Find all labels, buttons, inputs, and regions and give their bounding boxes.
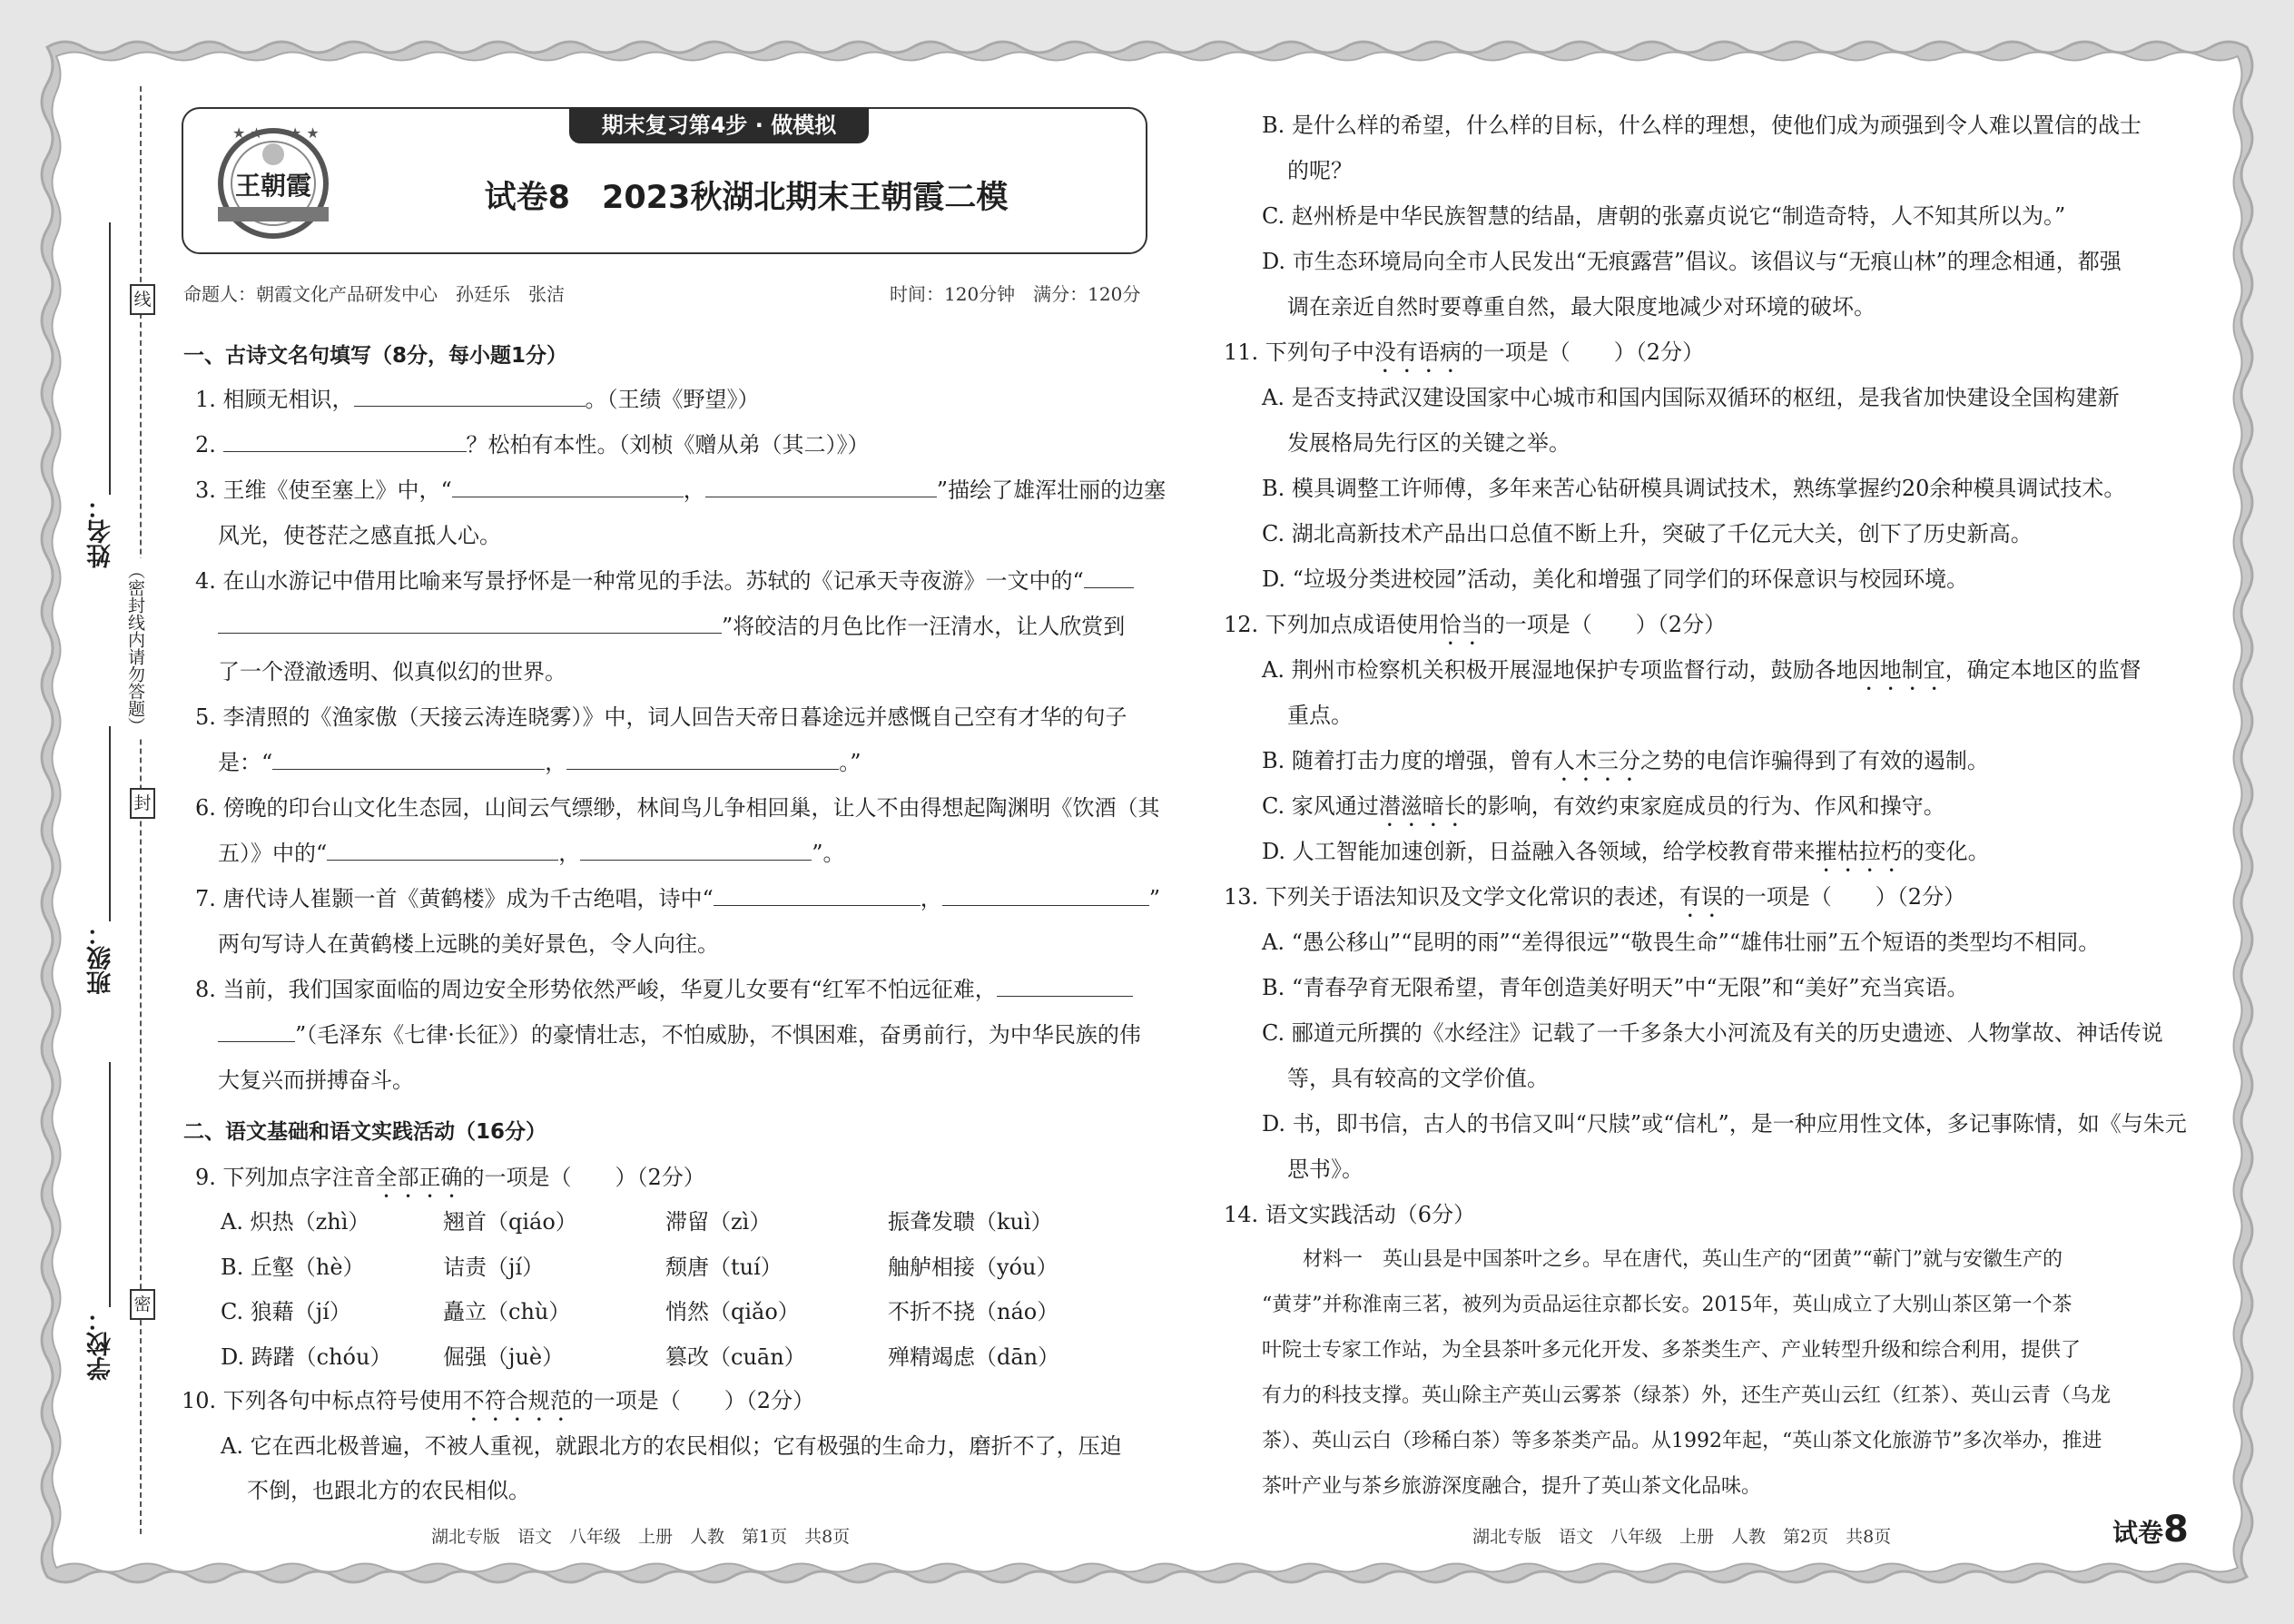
q12a-text-2: ，确定本地区的监督 bbox=[1944, 657, 2141, 683]
seal-mark-seal: 封 bbox=[130, 788, 155, 819]
q5-blank-2[interactable] bbox=[566, 747, 839, 770]
q11-option-b: B. 模具调整工许师傅，多年来苦心钻研模具调试技术，熟练掌握约20余种模具调试技术。 bbox=[1262, 476, 2126, 501]
name-label: 姓名： bbox=[87, 495, 115, 568]
material-1-line-5: 茶）、英山云白（珍稀白茶）等多茶类产品。从1992年起，“英山茶文化旅游节”多次举办，推进 bbox=[1262, 1430, 2102, 1452]
q2-blank[interactable] bbox=[223, 429, 467, 452]
question-13 bbox=[1224, 879, 1965, 922]
q4-continued bbox=[218, 608, 1125, 640]
q12b-text: B. 随着打击力度的增强，曾有 bbox=[1262, 748, 1553, 773]
q8-continued-2: 大复兴而拼搏奋斗。 bbox=[218, 1068, 414, 1093]
seal-mark-line: 线 bbox=[130, 284, 155, 315]
q12-text-2: 的一项是（ ）（2分） bbox=[1482, 612, 1727, 637]
q11-text: 11. 下列句子中 bbox=[1224, 340, 1374, 365]
q5-blank-1[interactable] bbox=[272, 747, 545, 770]
q12c-text-2: 的影响，有效约束家庭成员的行为、作风和操守。 bbox=[1465, 793, 1945, 819]
q10-option-c: C. 赵州桥是中华民族智慧的结晶，唐朝的张嘉贞说它“制造奇特，人不知其所以为。” bbox=[1262, 203, 2066, 229]
footer-right: 湖北专版 语文 八年级 上册 人教 第2页 共8页 bbox=[1472, 1527, 1892, 1547]
q9-option-d-item-2: 倔强（juè） bbox=[443, 1344, 565, 1370]
q12-option-c bbox=[1262, 788, 1945, 832]
q10-text-2: 的一项是（ ）（2分） bbox=[571, 1388, 815, 1413]
q2-text: 2. bbox=[195, 432, 223, 458]
q9-text: 9. 下列加点字注音 bbox=[195, 1165, 376, 1190]
q5-text: 是：“ bbox=[218, 750, 273, 775]
q11-option-d: D. “垃圾分类进校园”活动，美化和增强了同学们的环保意识与校园环境。 bbox=[1262, 566, 1969, 592]
q12d-text-2: 的变化。 bbox=[1902, 839, 1990, 864]
q6-blank-2[interactable] bbox=[580, 838, 812, 861]
q9-option-c-item-1: C. 狼藉（jí） bbox=[221, 1299, 351, 1324]
q1-text: 1. 相顾无相识， bbox=[195, 387, 354, 412]
q10-option-a: A. 它在西北极普遍，不被人重视，就跟北方的农民相似；它有极强的生命力，磨折不了，压迫 bbox=[221, 1433, 1122, 1459]
q12-option-a bbox=[1262, 652, 2141, 695]
q12a-idiom: 因地制宜 bbox=[1857, 657, 1945, 683]
q1-source: 。（王绩《野望》） bbox=[585, 387, 760, 412]
q9-option-b-item-4: 舳舻相接（yóu） bbox=[888, 1255, 1058, 1280]
q6-comma: ， bbox=[558, 841, 581, 866]
q4-text: 4. 在山水游记中借用比喻来写景抒怀是一种常见的手法。苏轼的《记承天寺夜游》一文中的“ bbox=[195, 568, 1084, 594]
q12a-text: A. 荆州市检察机关积极开展湿地保护专项监督行动，鼓励各地 bbox=[1262, 657, 1858, 683]
question-14: 14. 语文实践活动（6分） bbox=[1224, 1202, 1476, 1227]
question-11 bbox=[1224, 334, 1704, 378]
q12-emphasis: 恰当 bbox=[1439, 612, 1483, 637]
q3-blank-2[interactable] bbox=[705, 475, 937, 497]
brand-logo bbox=[205, 118, 341, 245]
q8-blank-1[interactable] bbox=[997, 974, 1133, 997]
seal-mark-dense: 密 bbox=[130, 1289, 155, 1320]
paper-number-value: 8 bbox=[2163, 1509, 2189, 1550]
q9-option-c-item-4: 不折不挠（náo） bbox=[888, 1299, 1059, 1324]
q4-text-2: ”将皎洁的月色比作一汪清水，让人欣赏到 bbox=[722, 614, 1126, 639]
q5-comma: ， bbox=[545, 750, 567, 775]
q6-blank-1[interactable] bbox=[327, 838, 558, 861]
class-field-line[interactable] bbox=[109, 726, 111, 921]
q3-comma: ， bbox=[683, 477, 705, 503]
svg-text:★ ★: ★ ★ bbox=[232, 124, 263, 142]
q10-text: 10. 下列各句中标点符号使用 bbox=[182, 1388, 463, 1413]
q9-option-a-item-1: A. 炽热（zhì） bbox=[221, 1209, 370, 1235]
q4-blank-1[interactable] bbox=[1084, 566, 1134, 588]
exam-header bbox=[182, 107, 1147, 254]
q5-continued bbox=[218, 744, 861, 776]
material-1-line-4: 有力的科技支撑。英山除主产英山云雾茶（绿茶）外，还生产英山云红（红茶）、英山云青（乌龙 bbox=[1262, 1384, 2112, 1407]
question-1 bbox=[195, 381, 760, 413]
time-line: 时间：120分钟 满分：120分 bbox=[890, 283, 1141, 305]
q12d-idiom: 摧枯拉朽 bbox=[1815, 839, 1903, 864]
q13-option-d: D. 书，即书信，古人的书信又叫“尺牍”或“信札”，是一种应用性文体，多记事陈情，如《与朱元 bbox=[1262, 1111, 2187, 1137]
q11-emphasis: 没有语病 bbox=[1373, 340, 1462, 365]
q5-end: 。” bbox=[839, 750, 861, 775]
q7-end: ” bbox=[1148, 886, 1161, 911]
q12-option-d bbox=[1262, 833, 1990, 877]
q9-option-d-item-1: D. 踌躇（chóu） bbox=[221, 1344, 392, 1370]
question-3 bbox=[195, 472, 1166, 504]
q10-option-a-continued: 不倒，也跟北方的农民相似。 bbox=[247, 1478, 530, 1503]
q13-text: 13. 下列关于语法知识及文学文化常识的表述， bbox=[1224, 884, 1679, 910]
q11-text-2: 的一项是（ ）（2分） bbox=[1461, 340, 1705, 365]
section-1-title: 一、古诗文名句填写（8分，每小题1分） bbox=[183, 344, 568, 368]
q4-continued-2: 了一个澄澈透明、似真似幻的世界。 bbox=[218, 659, 566, 684]
q13-option-a: A. “愚公移山”“昆明的雨”“差得很远”“敬畏生命”“雄伟壮丽”五个短语的类型均不相同。 bbox=[1262, 930, 2101, 955]
name-field-line[interactable] bbox=[109, 222, 111, 495]
q9-option-d-item-4: 殚精竭虑（dān） bbox=[888, 1344, 1060, 1370]
q12b-idiom: 人木三分 bbox=[1552, 748, 1640, 773]
q12c-text: C. 家风通过 bbox=[1262, 793, 1379, 819]
q9-option-c-item-2: 矗立（chù） bbox=[443, 1299, 571, 1324]
q9-option-c-item-3: 悄然（qiǎo） bbox=[665, 1299, 800, 1324]
q12b-text-2: 之势的电信诈骗得到了有效的遏制。 bbox=[1639, 748, 1989, 773]
q11-option-c: C. 湖北高新技术产品出口总值不断上升，突破了千亿元大关，创下了历史新高。 bbox=[1262, 521, 2033, 546]
class-label: 班级： bbox=[87, 921, 115, 995]
paper-number bbox=[2112, 1509, 2189, 1550]
q9-option-b-item-2: 诘责（jí） bbox=[443, 1255, 545, 1280]
svg-text:★ ★: ★ ★ bbox=[289, 124, 320, 142]
question-12 bbox=[1224, 606, 1726, 650]
q7-blank-2[interactable] bbox=[942, 883, 1149, 906]
q13-option-b: B. “青春孕育无限希望，青年创造美好明天”中“无限”和“美好”充当宾语。 bbox=[1262, 975, 1969, 1000]
q1-blank[interactable] bbox=[354, 384, 586, 407]
q6-text: 五）》中的“ bbox=[218, 841, 328, 866]
q12-option-a-continued: 重点。 bbox=[1287, 703, 1353, 728]
q13-option-c: C. 郦道元所撰的《水经注》记载了一千多条大小河流及有关的历史遗迹、人物掌故、神话传说 bbox=[1262, 1020, 2163, 1046]
question-7 bbox=[195, 881, 1160, 912]
step-tab: 期末复习第4步 · 做模拟 bbox=[569, 107, 869, 143]
school-label: 学校： bbox=[87, 1307, 115, 1381]
q13-option-d-continued: 思书》。 bbox=[1287, 1156, 1364, 1182]
paper-title: 试卷8 2023秋湖北期末王朝霞二模 bbox=[484, 180, 1009, 216]
seal-notice: （密封线内请勿答题） bbox=[124, 558, 146, 738]
q12d-text: D. 人工智能加速创新，日益融入各领域，给学校教育带来 bbox=[1262, 839, 1816, 864]
q10-option-b: B. 是什么样的希望，什么样的目标，什么样的理想，使他们成为顽强到令人难以置信的战士 bbox=[1262, 113, 2141, 138]
question-9 bbox=[195, 1159, 705, 1203]
q9-option-a-item-3: 滞留（zì） bbox=[665, 1209, 772, 1235]
q12c-idiom: 潜滋暗长 bbox=[1378, 793, 1466, 819]
q2-source: ？松柏有本性。（刘桢《赠从弟（其二）》） bbox=[466, 432, 870, 458]
q7-text: 7. 唐代诗人崔颢一首《黄鹤楼》成为千古绝唱，诗中“ bbox=[195, 886, 714, 911]
question-10 bbox=[182, 1383, 814, 1426]
question-2 bbox=[195, 427, 870, 458]
q6-continued bbox=[218, 835, 845, 867]
q9-emphasis: 全部正确 bbox=[375, 1165, 463, 1190]
q13-emphasis: 有误 bbox=[1679, 884, 1723, 910]
q3-continued: 风光，使苍茫之感直抵人心。 bbox=[218, 523, 501, 548]
school-field-line[interactable] bbox=[109, 1062, 111, 1307]
q9-option-a-item-2: 翘首（qiáo） bbox=[443, 1209, 577, 1235]
q8-continued bbox=[218, 1017, 1141, 1048]
q10-option-d-continued: 调在亲近自然时要尊重自然，最大限度地减少对环境的破坏。 bbox=[1287, 294, 1876, 320]
q13-text-2: 的一项是（ ）（2分） bbox=[1722, 884, 1966, 910]
q7-blank-1[interactable] bbox=[714, 883, 921, 906]
q10-option-d: D. 市生态环境局向全市人民发出“无痕露营”倡议。该倡议与“无痕山林”的理念相通，都强 bbox=[1262, 249, 2122, 274]
question-4 bbox=[195, 563, 1134, 595]
footer-left: 湖北专版 语文 八年级 上册 人教 第1页 共8页 bbox=[431, 1527, 851, 1547]
q12-text: 12. 下列加点成语使用 bbox=[1224, 612, 1440, 637]
q3-text: 3. 王维《使至塞上》中，“ bbox=[195, 477, 452, 503]
q8-blank-2[interactable] bbox=[218, 1019, 295, 1042]
material-1-line-6: 茶叶产业与茶乡旅游深度融合，提升了英山茶文化品味。 bbox=[1262, 1475, 1762, 1498]
q11-option-a-continued: 发展格局先行区的关键之举。 bbox=[1287, 430, 1570, 456]
author-line: 命题人：朝霞文化产品研发中心 孙廷乐 张洁 bbox=[183, 283, 565, 305]
material-1-line-2: “黄芽”并称淮南三茗，被列为贡品运往京都长安。2015年，英山成立了大别山茶区第一个茶 bbox=[1262, 1294, 2072, 1316]
q8-text: 8. 当前，我们国家面临的周边安全形势依然严峻，华夏儿女要有“红军不怕远征难， bbox=[195, 977, 997, 1002]
material-1-line-3: 叶院士专家工作站，为全县茶叶多元化开发、多茶类生产、产业转型升级和综合利用，提供了 bbox=[1262, 1339, 2082, 1362]
q12-option-b bbox=[1262, 743, 1989, 786]
q4-blank-2[interactable] bbox=[218, 611, 722, 634]
q9-text-2: 的一项是（ ）（2分） bbox=[462, 1165, 705, 1190]
q9-option-a-item-4: 振聋发聩（kuì） bbox=[888, 1209, 1053, 1235]
question-6: 6. 傍晚的印台山文化生态园，山间云气缥缈，林间鸟儿争相回巢，让人不由得想起陶渊明《饮酒（其 bbox=[195, 795, 1160, 821]
section-2-title: 二、语文基础和语文实践活动（16分） bbox=[183, 1120, 547, 1144]
q7-continued: 两句写诗人在黄鹤楼上远眺的美好景色，令人向往。 bbox=[218, 931, 719, 957]
q7-comma: ， bbox=[920, 886, 942, 911]
q8-text-2: ”（毛泽东《七律·长征》）的豪情壮志，不怕威胁，不惧困难，奋勇前行，为中华民族的伟 bbox=[295, 1022, 1141, 1048]
q10-emphasis: 不符合规范 bbox=[462, 1388, 572, 1413]
q9-option-b-item-1: B. 丘壑（hè） bbox=[221, 1255, 365, 1280]
q9-option-d-item-3: 篡改（cuān） bbox=[665, 1344, 806, 1370]
q11-option-a: A. 是否支持武汉建设国家中心城市和国内国际双循环的枢纽，是我省加快建设全国构建新 bbox=[1262, 385, 2120, 410]
question-8 bbox=[195, 971, 1133, 1003]
paper-number-label: 试卷 bbox=[2112, 1518, 2164, 1548]
q6-end: ”。 bbox=[812, 841, 845, 866]
q10-option-b-continued: 的呢？ bbox=[1287, 158, 1353, 183]
q3-blank-1[interactable] bbox=[452, 475, 684, 497]
question-5: 5. 李清照的《渔家傲（天接云涛连晓雾）》中，词人回告天帝日暮途远并感慨自己空有才华的句子 bbox=[195, 704, 1127, 730]
q3-text-2: ”描绘了雄浑壮丽的边塞 bbox=[936, 477, 1167, 503]
q13-option-c-continued: 等，具有较高的文学价值。 bbox=[1287, 1066, 1549, 1091]
brand-logo-text: 王朝霞 bbox=[234, 171, 312, 201]
material-1-line-1: 材料一 英山县是中国茶叶之乡。早在唐代，英山生产的“团黄”“蕲门”就与安徽生产的 bbox=[1303, 1248, 2063, 1271]
q9-option-b-item-3: 颓唐（tuí） bbox=[665, 1255, 783, 1280]
